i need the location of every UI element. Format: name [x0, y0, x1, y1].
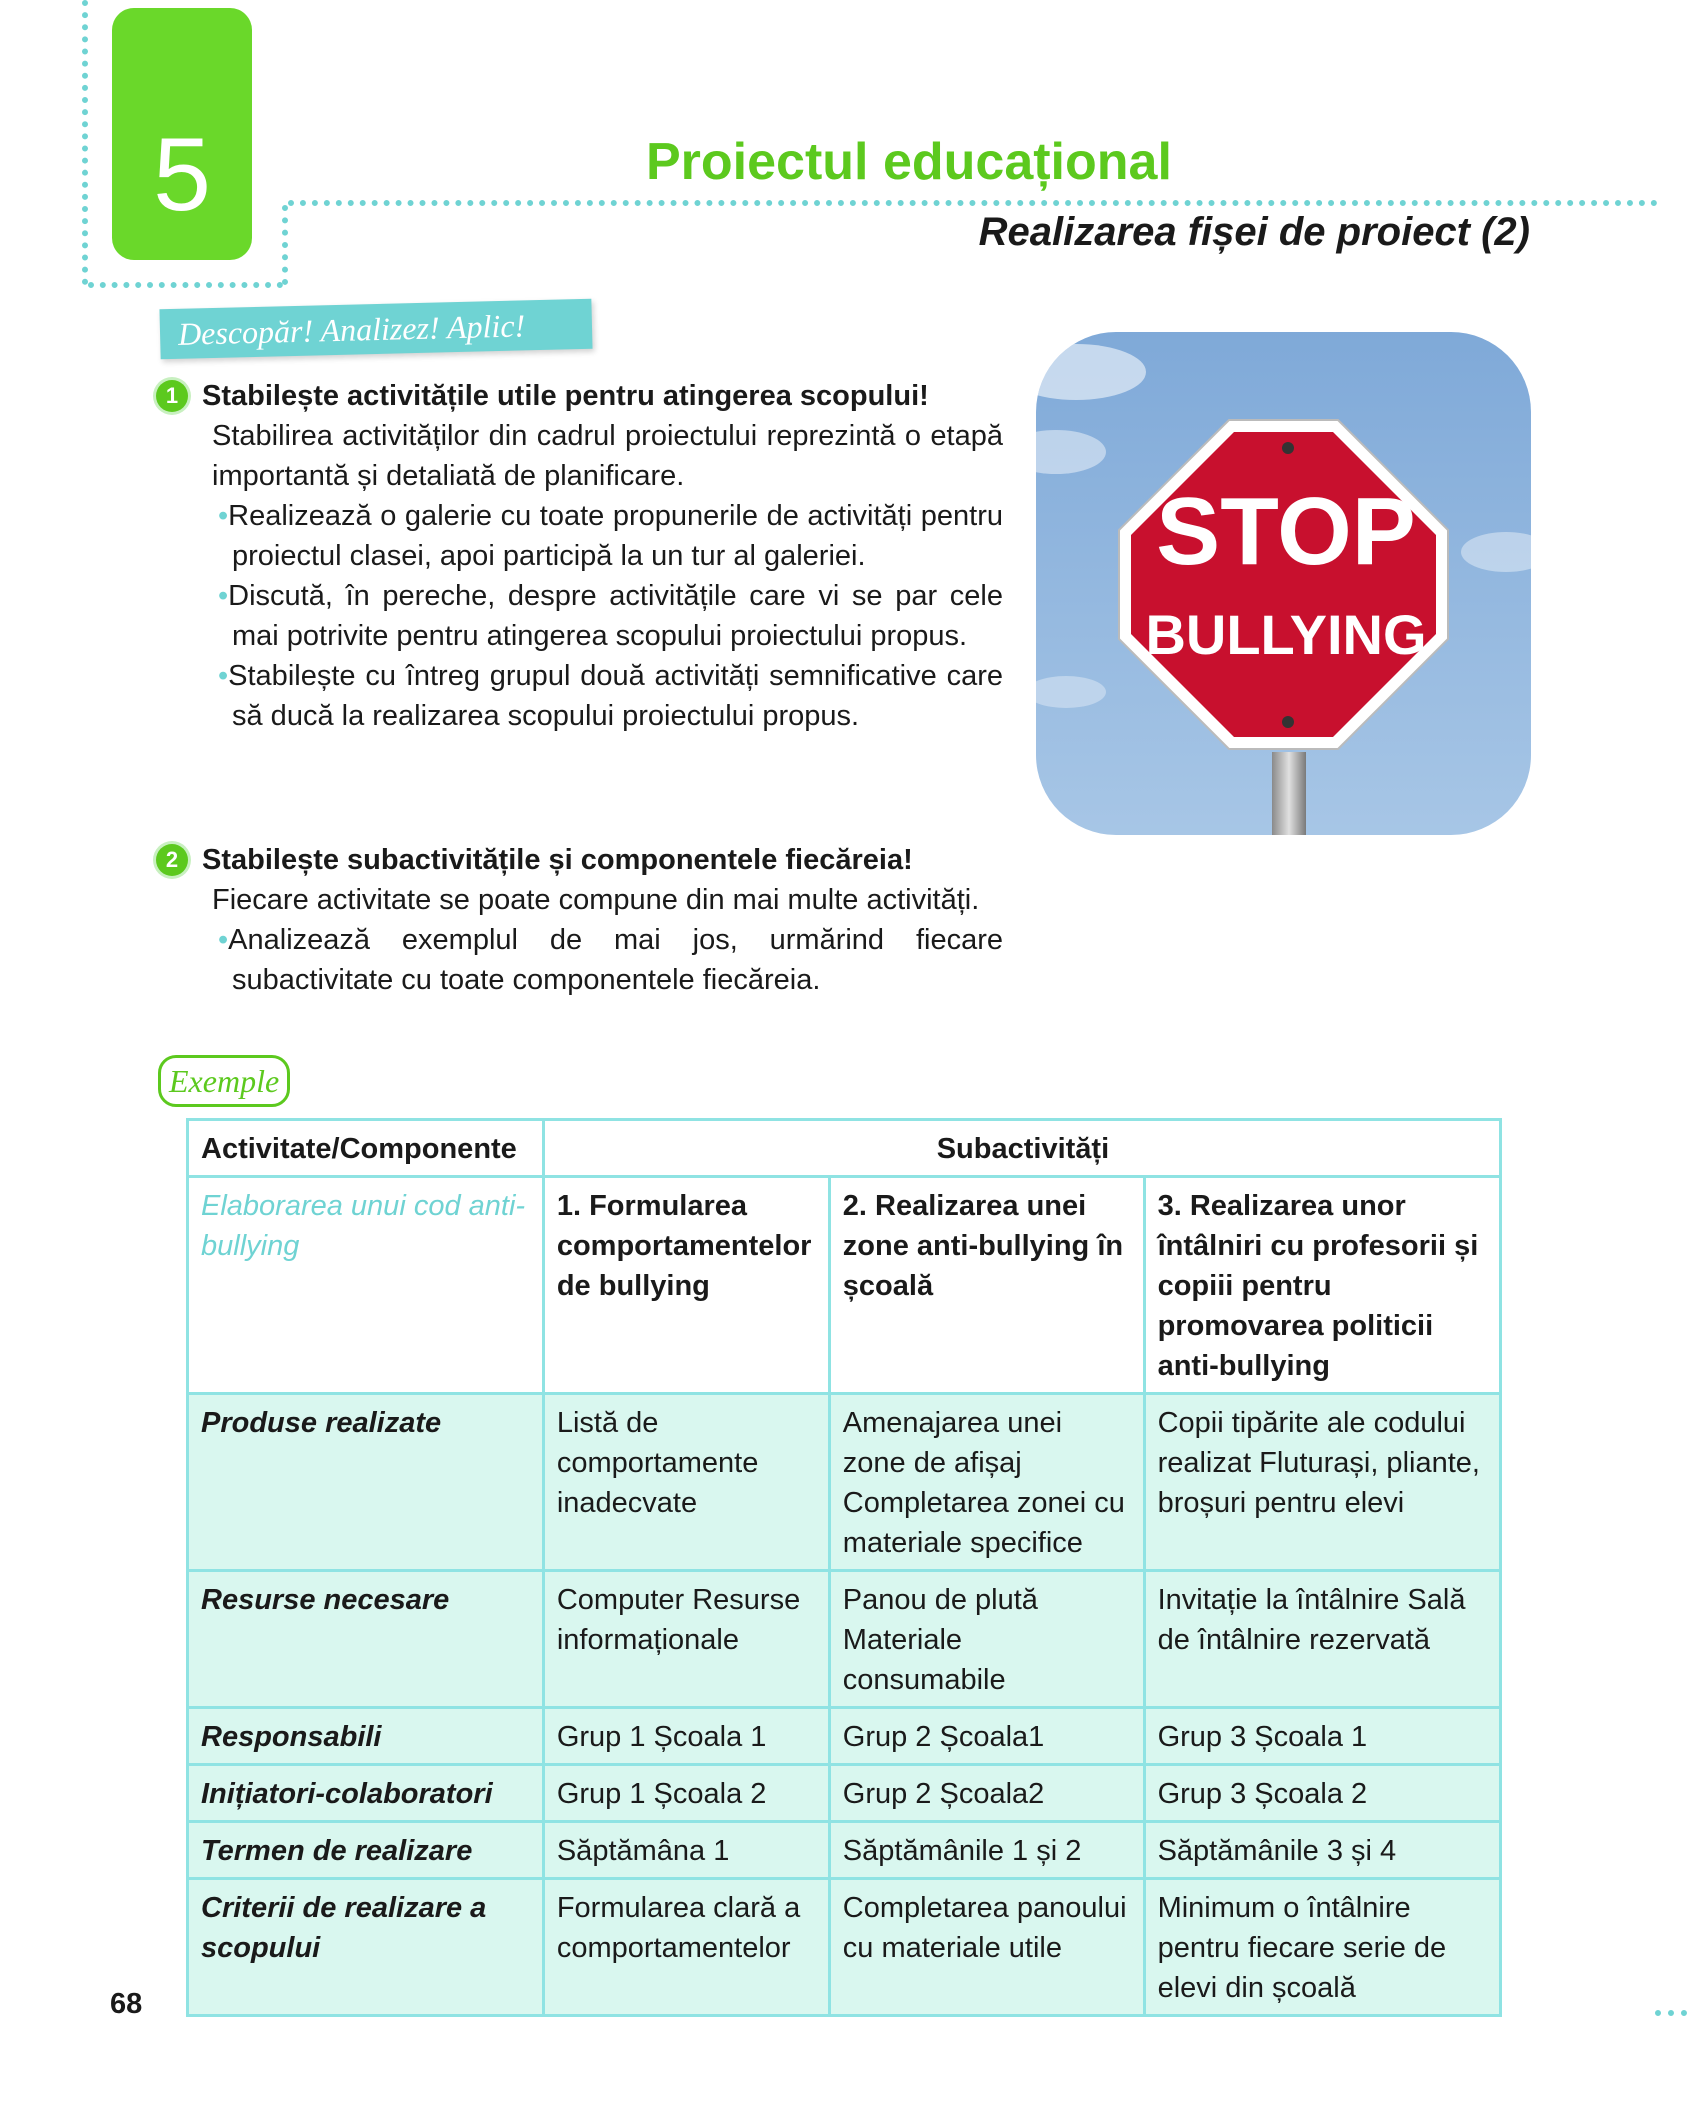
section-banner: Descopăr! Analizez! Aplic!: [159, 299, 592, 360]
subactivity-cell: 1. Formularea comportamentelor de bullying: [543, 1177, 829, 1394]
table-row: [188, 1822, 1501, 1879]
section-1-intro: Stabilirea activităților din cadrul proiectului reprezintă o etapă importantă și detaliată de planificare.: [212, 420, 1003, 492]
corner-dots: [1655, 2010, 1687, 2016]
step-number-1: 1: [156, 380, 188, 412]
table-cell: Grup 2 Școala1: [829, 1708, 1144, 1765]
row-label-cell: Inițiatori-colaboratori: [188, 1765, 544, 1822]
section-2: [158, 840, 1003, 1000]
list-item: •Analizează exemplul de mai jos, urmărind fiecare subactivitate cu toate componentele fiecăreia.: [218, 924, 1003, 996]
activity-name-cell: Elaborarea unui cod anti-bullying: [188, 1177, 544, 1394]
table-header-cell: Subactivități: [543, 1120, 1500, 1177]
subactivity-cell: 3. Realizarea unor întâlniri cu profesorii și copiii pentru promovarea politicii anti-bullying: [1144, 1177, 1500, 1394]
exemple-label: Exemple: [158, 1055, 290, 1107]
row-label-cell: Produse realizate: [188, 1394, 544, 1571]
table-cell: Listă de comportamente inadecvate: [543, 1394, 829, 1571]
table-cell: Grup 3 Școala 2: [1144, 1765, 1500, 1822]
table-row: [188, 1879, 1501, 2016]
table-row: [188, 1708, 1501, 1765]
table-header-cell: Activitate/Componente: [188, 1120, 544, 1177]
list-item: •Realizează o galerie cu toate propunerile de activități pentru proiectul clasei, apoi participă la un tur al galeriei.: [218, 500, 1003, 572]
table-cell: Săptămâna 1: [543, 1822, 829, 1879]
table-cell: Amenajarea unei zone de afișaj Completarea zonei cu materiale specifice: [829, 1394, 1144, 1571]
sign-text-bullying: BULLYING: [1145, 603, 1427, 666]
page-subtitle: Realizarea fișei de proiect (2): [978, 210, 1530, 254]
dotted-border-connector: [282, 205, 288, 285]
chapter-number-badge: 5: [112, 8, 252, 260]
page-number: 68: [110, 1988, 143, 2020]
table-header-row: [188, 1120, 1501, 1177]
sign-text-stop: STOP: [1156, 478, 1416, 585]
table-row: [188, 1571, 1501, 1708]
row-label-cell: Termen de realizare: [188, 1822, 544, 1879]
table-cell: Săptămânile 3 și 4: [1144, 1822, 1500, 1879]
table-row: [188, 1177, 1501, 1394]
section-2-heading: Stabilește subactivitățile și componentele fiecăreia!: [202, 844, 913, 876]
table-cell: Panou de plută Materiale consumabile: [829, 1571, 1144, 1708]
section-1: [158, 376, 1003, 736]
section-1-heading: Stabilește activitățile utile pentru atingerea scopului!: [202, 380, 929, 412]
subactivities-table: [186, 1118, 1502, 2017]
row-label-cell: Responsabili: [188, 1708, 544, 1765]
table-cell: Computer Resurse informaționale: [543, 1571, 829, 1708]
table-cell: Grup 1 Școala 2: [543, 1765, 829, 1822]
dotted-title-rule: [288, 200, 1658, 206]
row-label-cell: Resurse necesare: [188, 1571, 544, 1708]
table-cell: Copii tipărite ale codului realizat Fluturași, pliante, broșuri pentru elevi: [1144, 1394, 1500, 1571]
table-cell: Grup 2 Școala2: [829, 1765, 1144, 1822]
list-item: •Stabilește cu întreg grupul două activități semnificative care să ducă la realizarea scopului proiectului propus.: [218, 660, 1003, 732]
list-item: •Discută, în pereche, despre activitățile care vi se par cele mai potrivite pentru atingerea scopului proiectului propus.: [218, 580, 1003, 652]
row-label-cell: Criterii de realizare a scopului: [188, 1879, 544, 2016]
table-cell: Grup 3 Școala 1: [1144, 1708, 1500, 1765]
dotted-border-bottom: [88, 282, 283, 288]
table-cell: Formularea clară a comportamentelor: [543, 1879, 829, 2016]
stop-bullying-image: [1036, 332, 1531, 835]
table-cell: Săptămânile 1 și 2: [829, 1822, 1144, 1879]
step-number-2: 2: [156, 844, 188, 876]
page-title: Proiectul educațional: [646, 133, 1172, 191]
section-2-intro: Fiecare activitate se poate compune din mai multe activități.: [212, 884, 980, 916]
table-row: [188, 1765, 1501, 1822]
table-cell: Invitație la întâlnire Sală de întâlnire rezervată: [1144, 1571, 1500, 1708]
table-cell: Minimum o întâlnire pentru fiecare serie de elevi din școală: [1144, 1879, 1500, 2016]
table-row: [188, 1394, 1501, 1571]
table-cell: Completarea panoului cu materiale utile: [829, 1879, 1144, 2016]
dotted-border-left: [82, 0, 88, 285]
table-cell: Grup 1 Școala 1: [543, 1708, 829, 1765]
subactivity-cell: 2. Realizarea unei zone anti-bullying în școală: [829, 1177, 1144, 1394]
